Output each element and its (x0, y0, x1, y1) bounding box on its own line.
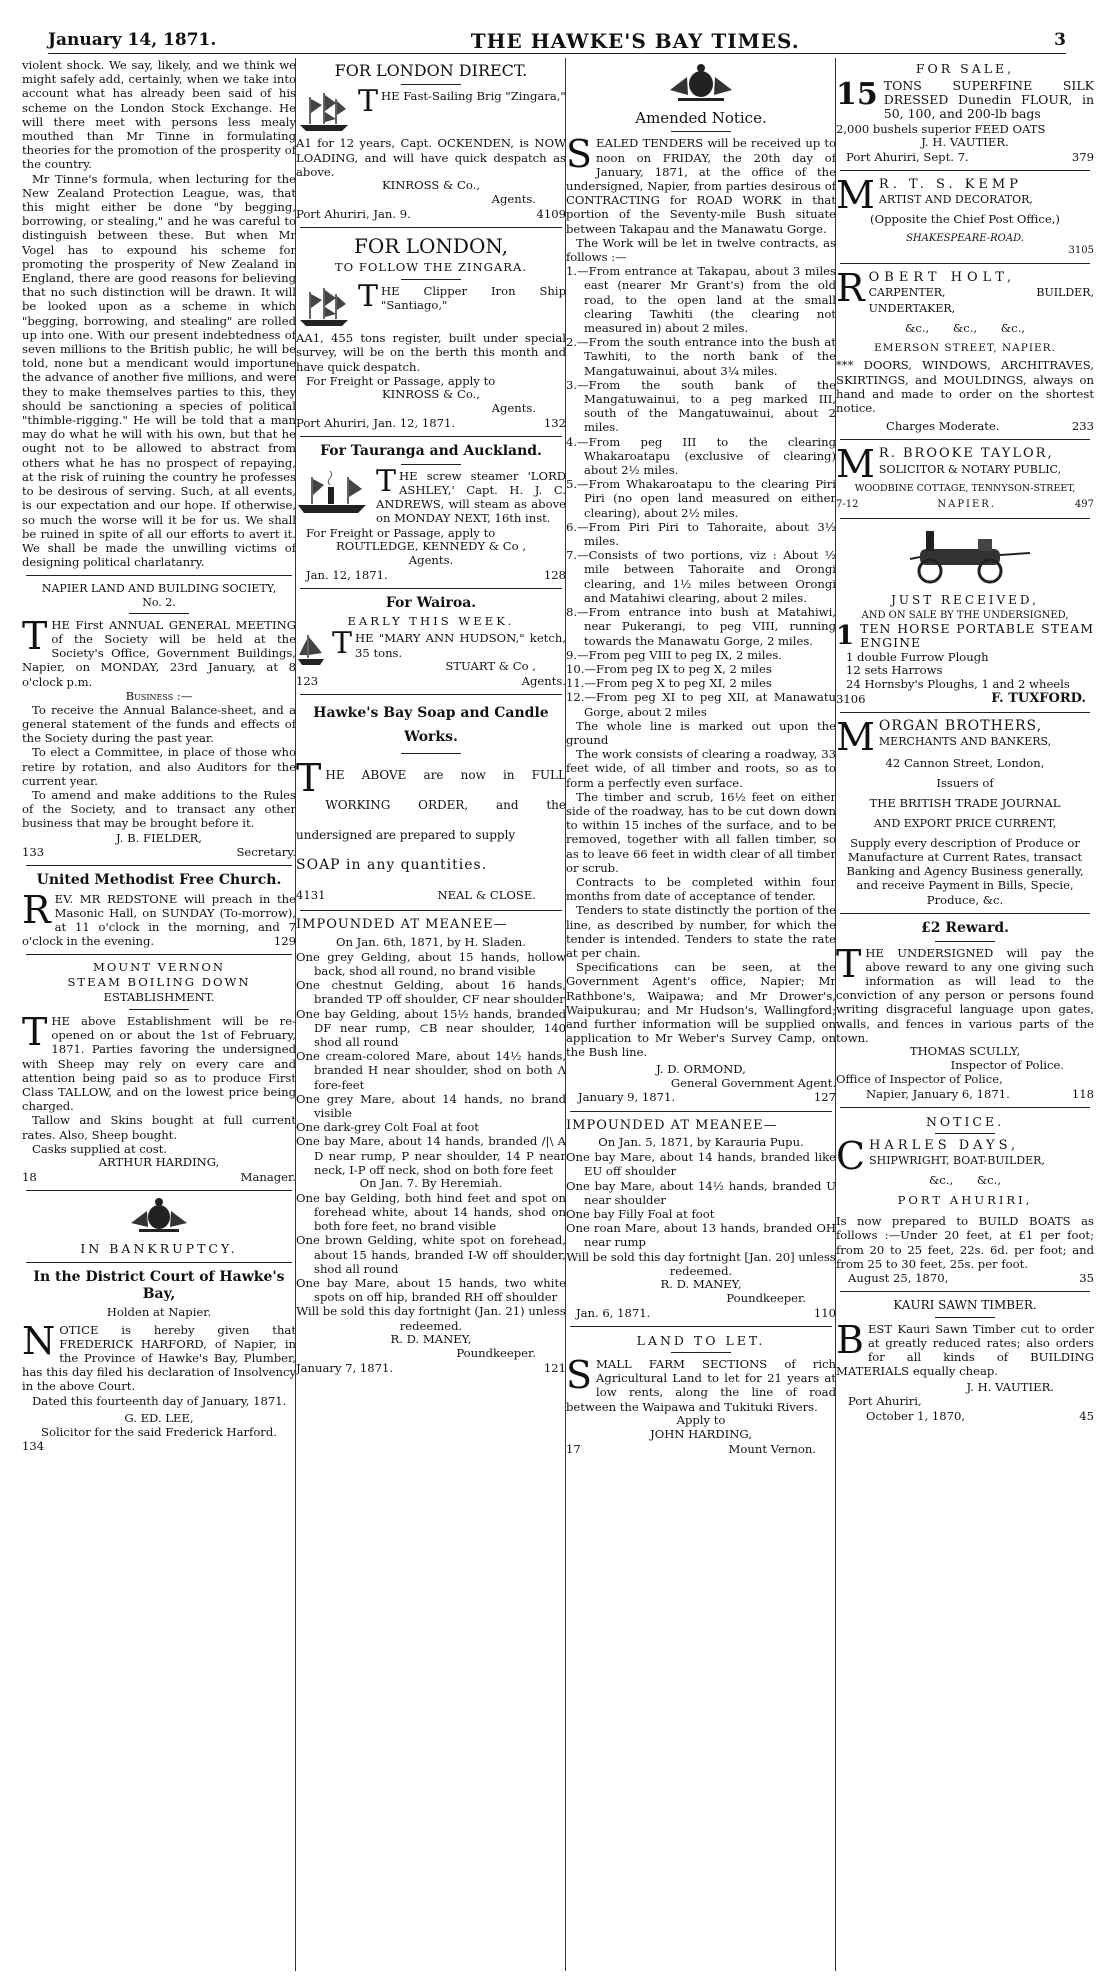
taylor-ad: M R. BROOKE TAYLOR, SOLICITOR & NOTARY PUBLIC, (836, 442, 1062, 487)
agenda-item: To amend and make additions to the Rules of the Society, and to transact any other business that may be brought before it. (22, 787, 296, 831)
ad-number: 17 (566, 1441, 581, 1456)
place-date: Port Ahuriri, Jan. 12, 1871. (296, 415, 456, 430)
taylor-town: NAPIER. (937, 499, 997, 511)
signatory: J. H. VAUTIER. (966, 1380, 1054, 1395)
days-ad: CHARLES DAYS, SHIPWRIGHT, BOAT-BUILDER, (836, 1133, 1045, 1178)
vernon-title: MOUNT VERNON (92, 960, 226, 975)
wairoa-subtitle: EARLY THIS WEEK. (347, 613, 515, 628)
ad-number: 128 (543, 567, 566, 582)
agenda-item: To elect a Committee, in place of those who retire by rotation, and also Auditors for the current year. (22, 745, 296, 788)
agent-name: STUART & Co , (445, 658, 536, 673)
editorial-paragraph: Mr Tinne's formula, when lecturing for the New Zealand Protection League, was, that this might either be done "by begging, borrowing, or stealing," and he was careful to distinguish between these. But when Mr Vogel has to expound his scheme for promoting the prosperity of New Zealand in England, there are good reasons for believing that no such distinction will be drawn. It will be looked upon as a scheme in which "begging, borrowing, and stealing" are rolled up into one. With our present indebtedness of seven millions to the British public, he will be told, none but a mendicant would importune the advance of another five millions, and were they to make themselves parties to this, they should be sanctioning a species of political "thimble-rigging." He will be told that a man may do what he will with his own, but that he ought not to be allowed to abstract from others what he has no prospect of repaying, at the risk of ruining the country he professes to be desirous of serving. Such, at all events, is our expectation and our hope. If otherwise, so much the worse will it be for us. We shall be ruined in spite of all our efforts to avert it. We shall be made the unwilling victims of designing political charlatanry. (22, 171, 296, 570)
methodist-title: United Methodist Free Church. (36, 871, 282, 888)
days-text: Is now prepared to BUILD BOATS as follows :—Under 20 feet, at £1 per foot; from 20 to 25 feet, 22s. 6d. per foot; and from 25 to 30 feet, 25s. per foot. (836, 1214, 1094, 1271)
kauri-title: KAURI SAWN TIMBER. (893, 1298, 1037, 1313)
signatory-role: Secretary. (236, 844, 296, 859)
ad-number: 123 (296, 673, 319, 688)
agents-label: Agents. (521, 673, 566, 688)
ad-number: 4131 (296, 888, 326, 902)
for-sale-title: FOR SALE, (915, 61, 1015, 76)
kauri-ad: BEST Kauri Sawn Timber cut to order at greatly reduced rates; also orders for all kinds of BUILDING MATERIALS equally cheap. (836, 1317, 1094, 1379)
impounded-animal: One bay Mare, about 15 hands, two white spots on off hip, branded RH off shoulder (296, 1276, 566, 1305)
apply-line: Apply to (676, 1412, 726, 1427)
morgan-address: 42 Cannon Street, London, (885, 755, 1045, 770)
santiago-ad: THE Clipper Iron Ship "Santiago," (296, 284, 566, 312)
contract-item: 7.—Consists of two portions, viz : About ½ mile between Tahoraite and Orongi clearing, and 1½ miles between Orongi and Matahiwi clearing, about 2 miles. (566, 548, 836, 605)
land-ad: SMALL FARM SECTIONS of rich Agricultural Land to let for 21 years at low rents, along the line of road between the Waipawa and Tukituki Rivers. (566, 1352, 836, 1414)
tender-paragraph: The whole line is marked out upon the ground (566, 718, 836, 747)
signatory: NEAL & CLOSE. (437, 888, 536, 902)
ad-number: 121 (543, 1360, 566, 1375)
drop-cap: T (22, 613, 48, 658)
impounded-title: IMPOUNDED AT MEANEE— (296, 917, 508, 933)
tender-notice: SEALED TENDERS will be received up to noon on FRIDAY, the 20th day of January, 1871, at the office of the undersigned, Napier, from parties desirous of CONTRACTING for ROAD WORK in that portion of the Seventy-mile Bush situate between Takapau and the Manawatu Gorge. (566, 132, 836, 236)
kemp-location: (Opposite the Chief Post Office,) (870, 212, 1060, 227)
impounded-animal: One grey Gelding, about 15 hands, hollow back, shod all round, no brand visible (296, 949, 566, 978)
tender-paragraph: Tenders to state distinctly the portion of the line, as described by number, for which the tender is intended. Tenders to state the rate at per chain. (566, 903, 836, 960)
signatory: J. H. VAUTIER. (921, 134, 1009, 149)
ad-number: 3106 (836, 692, 866, 707)
impounded-animal: One bay Mare, about 14 hands, branded like EU off shoulder (566, 1150, 836, 1179)
oats-line: 2,000 bushels superior FEED OATS (836, 121, 1046, 136)
place: Port Ahuriri, (848, 1394, 922, 1409)
masthead (48, 28, 1066, 54)
impounded-animal: One bay Gelding, about 15½ hands, branded DF near rump, ⊂B near shoulder, 140 shod all round (296, 1006, 566, 1049)
equipment-item: 1 double Furrow Plough (846, 649, 989, 664)
morgan-ad: MORGAN BROTHERS, MERCHANTS AND BANKERS, (836, 715, 1052, 760)
agents-label: Agents. (491, 191, 536, 206)
flour-ad: 15 TONS SUPERFINE SILK DRESSED Dunedin FLOUR, in 50, 100, and 200-lb bags (836, 77, 1094, 122)
impounded-animal: One grey Mare, about 14 hands, no brand visible (296, 1091, 566, 1120)
agents-label: Agents. (408, 552, 454, 567)
ad-date: Jan. 12, 1871. (306, 567, 388, 582)
signatory: J. B. FIELDER, (116, 830, 202, 845)
tender-paragraph: The work consists of clearing a roadway, 33 feet wide, of all timber and roots, so as to form a perfectly even surface. (566, 747, 836, 790)
agent-name: ROUTLEDGE, KENNEDY & Co , (335, 538, 527, 553)
reward-title: £2 Reward. (920, 919, 1010, 936)
signatory-role: Inspector of Police. (950, 1057, 1064, 1072)
ad-date: January 7, 1871. (296, 1360, 394, 1375)
ad-number: 110 (813, 1305, 836, 1320)
business-label: Business :— (125, 688, 193, 703)
santiago-details: AA1, 455 tons register, built under special survey, will be on the berth this month and have quick despatch. (296, 331, 566, 374)
for-london-subtitle: TO FOLLOW THE ZINGARA. (334, 260, 528, 275)
vernon-notice: THE above Establishment will be re-opened on or about the 1st of February, 1871. Parties favoring the undersigned with Sheep may rely on every care and attention being paid so as to produce First Class TALLOW, and on the lowest price being charged. (22, 1010, 296, 1114)
holt-text: *** DOORS, WINDOWS, ARCHITRAVES, SKIRTINGS, and MOULDINGS, always on hand and made to order on the shortest notice. (836, 358, 1094, 415)
court-title: In the District Court of Hawke's Bay, (33, 1268, 285, 1302)
contract-item: 12.—From peg XI to peg XII, at Manawatu Gorge, about 2 miles (566, 690, 836, 719)
for-london-title: FOR LONDON, (354, 234, 508, 259)
ad-number: 133 (22, 844, 45, 859)
land-to-let-title: LAND TO LET. (636, 1332, 766, 1348)
signatory: R. D. MANEY, (660, 1276, 742, 1291)
contract-item: 5.—From Whakaroatapu to the clearing Piri Piri (no open land measured on either clearing), about 2½ miles. (566, 477, 836, 520)
tender-paragraph: Specifications can be seen, at the Government Agent's office, Napier; Mr Rathbone's, Waipawa; and Mr Drower's, Waipukurau; and Mr Hudson's, Wallingford; and further information will be supplied on application to Mr Weber's Survey Camp, on the Bush line. (566, 960, 836, 1060)
equipment-item: 12 sets Harrows (846, 663, 943, 678)
ad-number: 132 (543, 415, 566, 430)
ad-number: 18 (22, 1170, 37, 1184)
signatory: G. ED. LEE, (124, 1410, 194, 1425)
holt-etc: &c., &c., &c., (905, 320, 1025, 335)
impounded-animal: One bay Mare, about 14 hands, branded /|\ A D near rump, P near shoulder, 14 P near neck, I-P off neck, shod on both fore feet (296, 1134, 566, 1177)
ad-date: January 9, 1871. (578, 1090, 676, 1105)
days-place: PORT AHURIRI, (897, 1193, 1033, 1208)
ad-number: 4109 (536, 206, 566, 221)
napier-society-title: NAPIER LAND AND BUILDING SOCIETY, No. 2. (41, 582, 277, 609)
column-4 (836, 58, 1094, 1973)
impounded-animal: One dark-grey Colt Foal at foot (296, 1120, 479, 1135)
ad-number: 379 (1071, 149, 1094, 164)
signatory-role: General Government Agent. (670, 1075, 836, 1090)
holt-ad: ROBERT HOLT, CARPENTER, BUILDER, UNDERTAKER, (836, 266, 1094, 315)
apply-line: For Freight or Passage, apply to (306, 373, 496, 388)
contract-item: 9.—From peg VIII to peg IX, 2 miles. (566, 647, 782, 662)
ad-number: 127 (813, 1090, 836, 1105)
editorial-paragraph: violent shock. We say, likely, and we think we might safely add, certainly, when we take into account what has already been said of his scheme on the London Stock Exchange. He will there meet with persons less mealy mouthed than Mr Tinne in formulating theories for the promotion of the prosperity of the country. (22, 58, 296, 172)
contract-item: 2.—From the south entrance into the bush at Tawhiti, to the north bank of the Mangatuwainui, about 3¼ miles. (566, 335, 836, 378)
sale-notice: Will be sold this day fortnight (Jan. 21) unless redeemed. (296, 1304, 566, 1333)
contract-item: 6.—From Piri Piri to Tahoraite, about 3½ miles. (566, 519, 836, 549)
steamer-icon (296, 471, 370, 520)
soap-ad: THE ABOVE are now in FULL WORKING ORDER, and the undersigned are prepared to supply (296, 756, 566, 842)
ad-date: August 25, 1870, (848, 1270, 949, 1285)
taylor-address: WOODBINE COTTAGE, TENNYSON-STREET, (854, 482, 1076, 494)
bankruptcy-title: IN BANKRUPTCY. (80, 1240, 238, 1256)
holt-address: EMERSON STREET, NAPIER. (874, 341, 1056, 354)
signatory-role: Solicitor for the said Frederick Harford. (41, 1424, 277, 1439)
steam-engine-icon (836, 525, 1094, 588)
newspaper-title: THE HAWKE'S BAY TIMES. (470, 28, 800, 53)
signatory-role: Poundkeeper. (726, 1290, 806, 1305)
soap-line: SOAP in any quantities. (296, 857, 488, 873)
just-received-title: JUST RECEIVED, (891, 592, 1039, 607)
ad-number: 118 (1071, 1086, 1094, 1101)
column-2 (296, 58, 566, 1973)
contract-item: 1.—From entrance at Takapau, about 3 miles east (nearer Mr Grant's) from the old road, to the open land at the small clearing Tawhiti (the clearing not measured in) about 2 miles. (566, 264, 836, 336)
agent-name: KINROSS & Co., (381, 386, 480, 401)
contract-item: 10.—From peg IX to peg X, 2 miles (566, 661, 772, 676)
signatory: J. D. ORMOND, (656, 1061, 746, 1076)
impounded-title: IMPOUNDED AT MEANEE— (566, 1117, 778, 1133)
reward-office: Office of Inspector of Police, (836, 1071, 1003, 1086)
ad-number: 45 (1079, 1409, 1094, 1424)
column-1 (22, 58, 296, 1973)
kemp-ad: M R. T. S. KEMP ARTIST AND DECORATOR, (836, 172, 1033, 217)
vernon-notice-line: Casks supplied at cost. (32, 1141, 168, 1156)
impounded-animal: One brown Gelding, white spot on forehead, about 15 hands, branded I-W off shoulder, shod all round (296, 1233, 566, 1276)
page-number: 3 (1054, 30, 1066, 51)
contracts-intro: The Work will be let in twelve contracts, as follows :— (566, 235, 836, 265)
contract-item: 4.—From peg III to the clearing Whakaroatapu (exclusive of clearing) about 2½ miles. (566, 434, 836, 478)
ad-number: 3105 (1068, 245, 1094, 257)
signatory: R. D. MANEY, (390, 1331, 472, 1346)
agents-label: Agents. (491, 400, 536, 415)
equipment-item: 24 Hornsby's Ploughs, 1 and 2 wheels (846, 677, 1070, 692)
divider (26, 575, 292, 576)
impounded-on: On Jan. 7. By Heremiah. (359, 1175, 503, 1190)
zingara-details: A1 for 12 years, Capt. OCKENDEN, is NOW LOADING, and will have quick despatch as above. (296, 136, 566, 179)
court-subtitle: Holden at Napier. (106, 1304, 212, 1319)
days-etc: &c., &c., (928, 1173, 1002, 1188)
kemp-road: SHAKESPEARE-ROAD. (906, 233, 1024, 245)
impounded-animal: One roan Mare, about 13 hands, branded OH near rump (566, 1221, 836, 1250)
impounded-animal: One bay Mare, about 14½ hands, branded U near shoulder (566, 1178, 836, 1207)
agenda-item: To receive the Annual Balance-sheet, and a general statement of the funds and effects of the Society during the past year. (22, 702, 296, 746)
impounded-on: On Jan. 5, 1871, by Karauria Pupu. (598, 1135, 804, 1150)
column-3 (566, 58, 836, 1973)
ad-date: Jan. 6, 1871. (576, 1305, 651, 1320)
ad-number: 497 (1074, 499, 1094, 511)
ad-date: October 1, 1870, (866, 1409, 966, 1424)
impounded-animal: One chestnut Gelding, about 16 hands, branded TP off shoulder, CF near shoulder (296, 978, 566, 1007)
apply-line: For Freight or Passage, apply to (306, 525, 496, 540)
signatory: THOMAS SCULLY, (909, 1044, 1021, 1059)
soap-works-title: Hawke's Bay Soap and Candle Works. (313, 705, 549, 745)
signatory: ARTHUR HARDING, (98, 1155, 220, 1170)
tender-paragraph: The timber and scrub, 16½ feet on either side of the roadway, has to be cut down down to within 15 inches of the surface, and to be removed, together with all fallen timber, so as to leave 66 feet in width clear of all timber or scrub. (566, 789, 836, 875)
vernon-subtitle: ESTABLISHMENT. (103, 990, 215, 1005)
just-received-subtitle: AND ON SALE BY THE UNDERSIGNED, (861, 610, 1069, 622)
napier-society-notice: THE First ANNUAL GENERAL MEETING of the Society will be held at the Society's Office, Government Buildings, Napier, on MONDAY, 23rd January, at 8 o'clock p.m. (22, 613, 296, 689)
london-direct-title: FOR LONDON DIRECT. (334, 61, 528, 80)
zingara-ad: THE Fast-Sailing Brig "Zingara," (296, 89, 566, 103)
morgan-journal: AND EXPORT PRICE CURRENT, (873, 816, 1057, 830)
ketch-icon (296, 633, 326, 670)
wairoa-title: For Wairoa. (385, 594, 477, 611)
royal-crest-icon (566, 62, 836, 105)
contract-item: 8.—From entrance into bush at Matahiwi, near Pukerangi, to peg VIII, running towards the Manawatu Gorge, 2 miles. (566, 605, 836, 648)
issue-date: January 14, 1871. (48, 30, 217, 51)
signatory-role: Poundkeeper. (456, 1345, 536, 1360)
holt-charges: Charges Moderate. (886, 419, 1000, 434)
place-date: Port Ahuriri, Jan. 9. (296, 206, 411, 221)
ad-number: 134 (22, 1438, 45, 1453)
morgan-text: Supply every description of Produce or Manufacture at Current Rates, transact Banking and Agency Business generally, and receive Payment in Bills, Specie, Produce, &c. (846, 835, 1084, 907)
wairoa-ad: THE "MARY ANN HUDSON," ketch, 35 tons. (296, 631, 566, 659)
contract-item: 11.—From peg X to peg XI, 2 miles (566, 676, 772, 691)
place: Mount Vernon. (728, 1441, 816, 1456)
ship-icon (296, 286, 352, 331)
impounded-animal: One bay Gelding, both hind feet and spot on forehead white, about 14 hands, shod on both fore feet, no brand visible (296, 1190, 566, 1234)
agent-name: KINROSS & Co., (381, 178, 480, 192)
ship-icon (296, 91, 352, 136)
morgan-issuers: Issuers of (936, 775, 994, 790)
morgan-journal: THE BRITISH TRADE JOURNAL (869, 795, 1061, 810)
royal-crest-icon (22, 1197, 296, 1236)
ad-date: Napier, January 6, 1871. (866, 1086, 1010, 1101)
steam-engine-ad: 1 TEN HORSE PORTABLE STEAM ENGINE (836, 621, 1094, 652)
tauranga-title: For Tauranga and Auckland. (320, 442, 542, 459)
place-date: Port Ahuriri, Sept. 7. (846, 149, 969, 164)
ad-number: 233 (1071, 419, 1094, 434)
contract-item: 3.—From the south bank of the Mangatuwainui, to a peg marked III, south of the Mangatuwainui, about 2 miles. (566, 377, 836, 435)
ad-number: 129 (273, 934, 296, 949)
dated-line: Dated this fourteenth day of January, 1871. (32, 1393, 287, 1408)
lord-ashley-ad: THE screw steamer 'LORD ASHLEY,' Capt. H. J. C. ANDREWS, will steam as above on MONDAY NEXT, 16th inst. (296, 469, 566, 526)
vernon-subtitle: STEAM BOILING DOWN (67, 975, 251, 990)
impounded-animal: One bay Filly Foal at foot (566, 1206, 715, 1221)
ad-number: 35 (1079, 1270, 1094, 1285)
reward-ad: THE UNDERSIGNED will pay the above reward to any one giving such information as will lead to the conviction of any person or persons found writing disgraceful language upon gates, walls, and fences in various parts of the town. (836, 941, 1094, 1045)
amended-notice-title: Amended Notice. (635, 109, 767, 128)
impounded-animal: One cream-colored Mare, about 14½ hands, branded H near shoulder, shod on both Λ fore-feet (296, 1049, 566, 1092)
signatory-role: Manager. (240, 1170, 296, 1184)
ad-ref: 7-12 (836, 499, 859, 511)
signatory: JOHN HARDING, (650, 1426, 752, 1441)
impounded-on: On Jan. 6th, 1871, by H. Sladen. (336, 934, 526, 949)
bankruptcy-notice: NOTICE is hereby given that FREDERICK HARFORD, of Napier, in the Province of Hawke's Bay, Plumber, has this day filed his declaration of Insolvency in the above Court. (22, 1318, 296, 1394)
methodist-notice: REV. MR REDSTONE will preach in the Masonic Hall, on SUNDAY (To-morrow), at 11 o'clock in the morning, and 7 o'clock in the evening. 129 (22, 887, 296, 949)
signatory: F. TUXFORD. (991, 691, 1086, 707)
tender-paragraph: Contracts to be completed within four months from date of acceptance of tender. (566, 874, 836, 904)
notice-title: NOTICE. (925, 1113, 1005, 1129)
sale-notice: Will be sold this day fortnight [Jan. 20] unless redeemed. (566, 1249, 836, 1278)
vernon-notice-line: Tallow and Skins bought at full current rates. Also, Sheep bought. (22, 1113, 296, 1142)
